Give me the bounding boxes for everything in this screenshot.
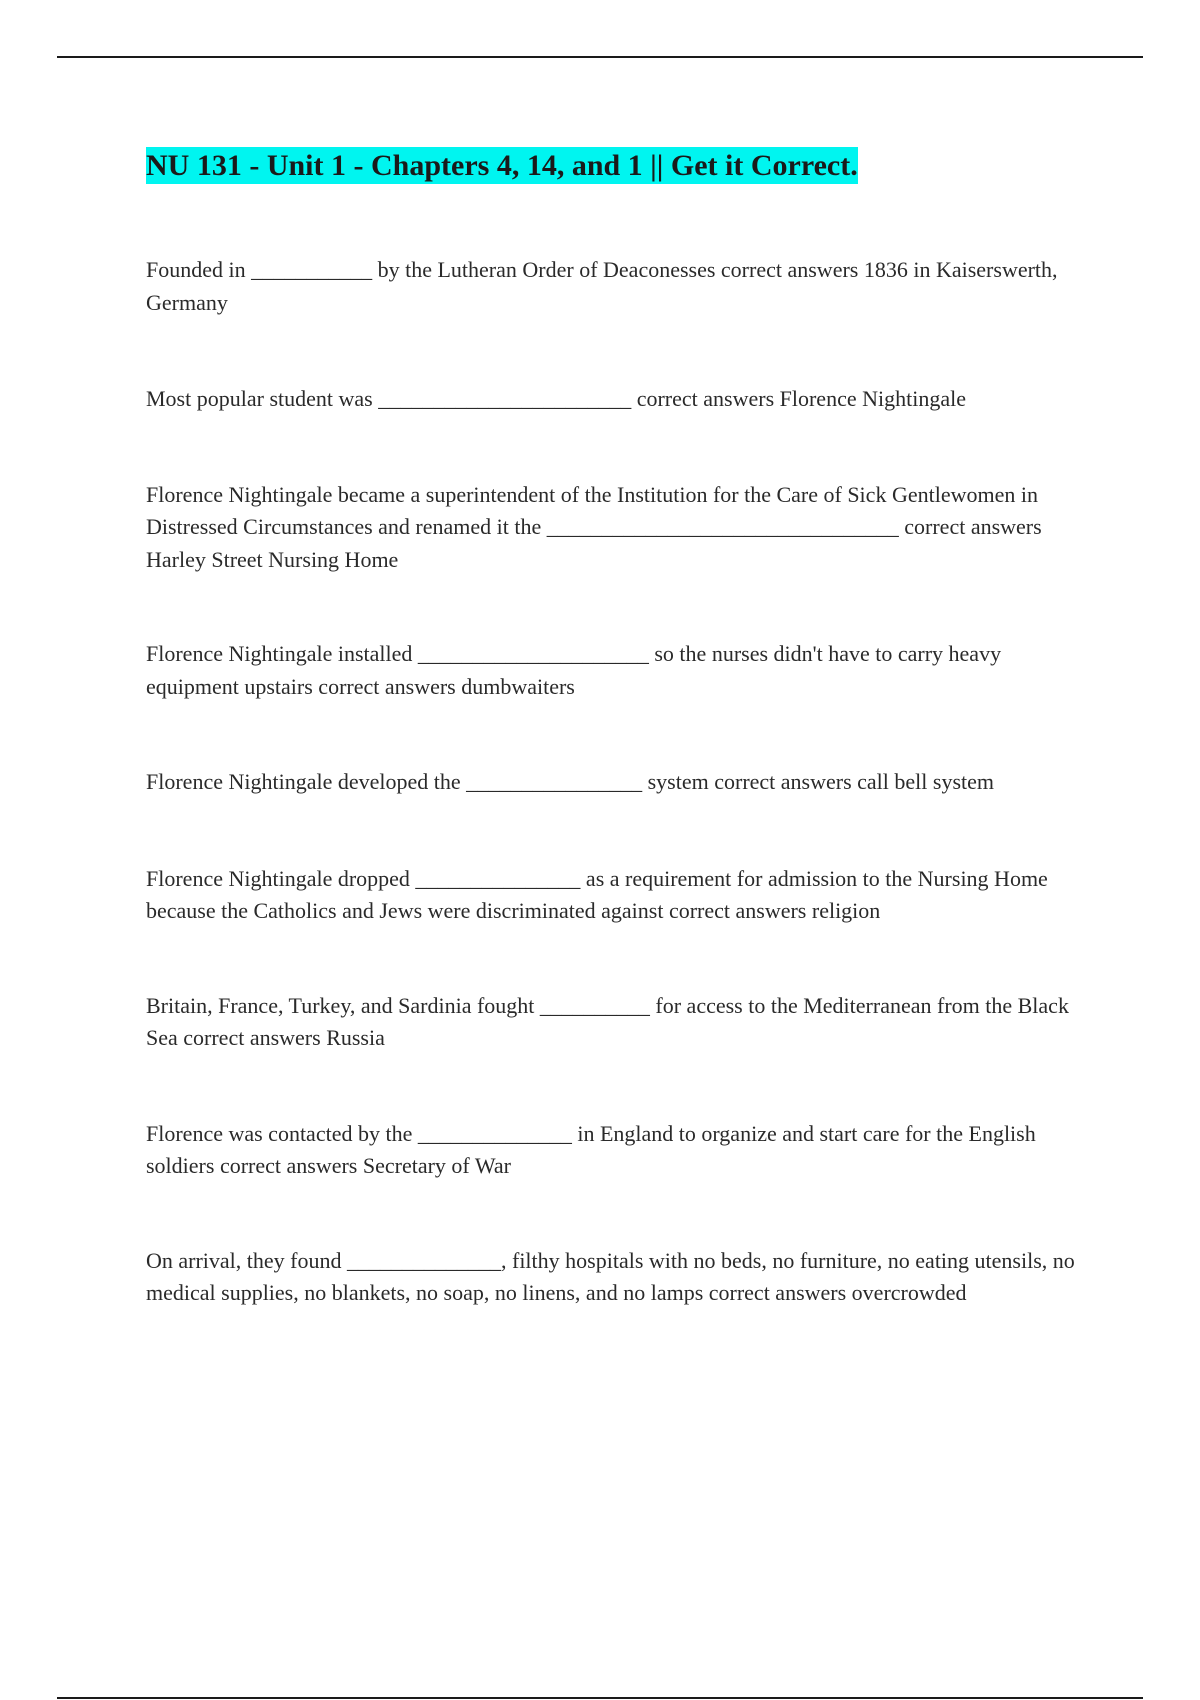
top-rule <box>57 56 1143 58</box>
qa-item: Florence was contacted by the ______________ in England to organize and start care for the English soldiers correct answers Secretary of War <box>146 1120 1036 1178</box>
document-body <box>146 142 1086 1310</box>
qa-item: Most popular student was _______________________ correct answers Florence Nightingale <box>146 386 966 411</box>
document-title <box>146 142 1086 190</box>
qa-item: Florence Nightingale dropped _______________ as a requirement for admission to the Nursing Home because the Catholics and Jews were discriminated against correct answers religion <box>146 865 1048 923</box>
qa-list <box>146 254 1086 1310</box>
qa-item: Florence Nightingale installed _____________________ so the nurses didn't have to carry heavy equipment upstairs correct answers dumbwaiters <box>146 641 1002 699</box>
qa-item: Florence Nightingale developed the ________________ system correct answers call bell system <box>146 769 995 794</box>
qa-item: On arrival, they found ______________, filthy hospitals with no beds, no furniture, no eating utensils, no medical supplies, no blankets, no soap, no linens, and no lamps correct answers overcrowded <box>146 1247 1075 1305</box>
qa-item: Britain, France, Turkey, and Sardinia fought __________ for access to the Mediterranean from the Black Sea correct answers Russia <box>146 992 1069 1050</box>
qa-item: Founded in ___________ by the Lutheran Order of Deaconesses correct answers 1836 in Kaiserswerth, Germany <box>146 257 1058 315</box>
bottom-rule <box>57 1697 1143 1699</box>
title-highlight: NU 131 - Unit 1 - Chapters 4, 14, and 1 || Get it Correct. <box>146 149 858 182</box>
qa-item: Florence Nightingale became a superintendent of the Institution for the Care of Sick Gentlewomen in Distressed Circumstances and renamed it the ________________________________ correct answers Harley Street Nursing Home <box>146 481 1042 572</box>
